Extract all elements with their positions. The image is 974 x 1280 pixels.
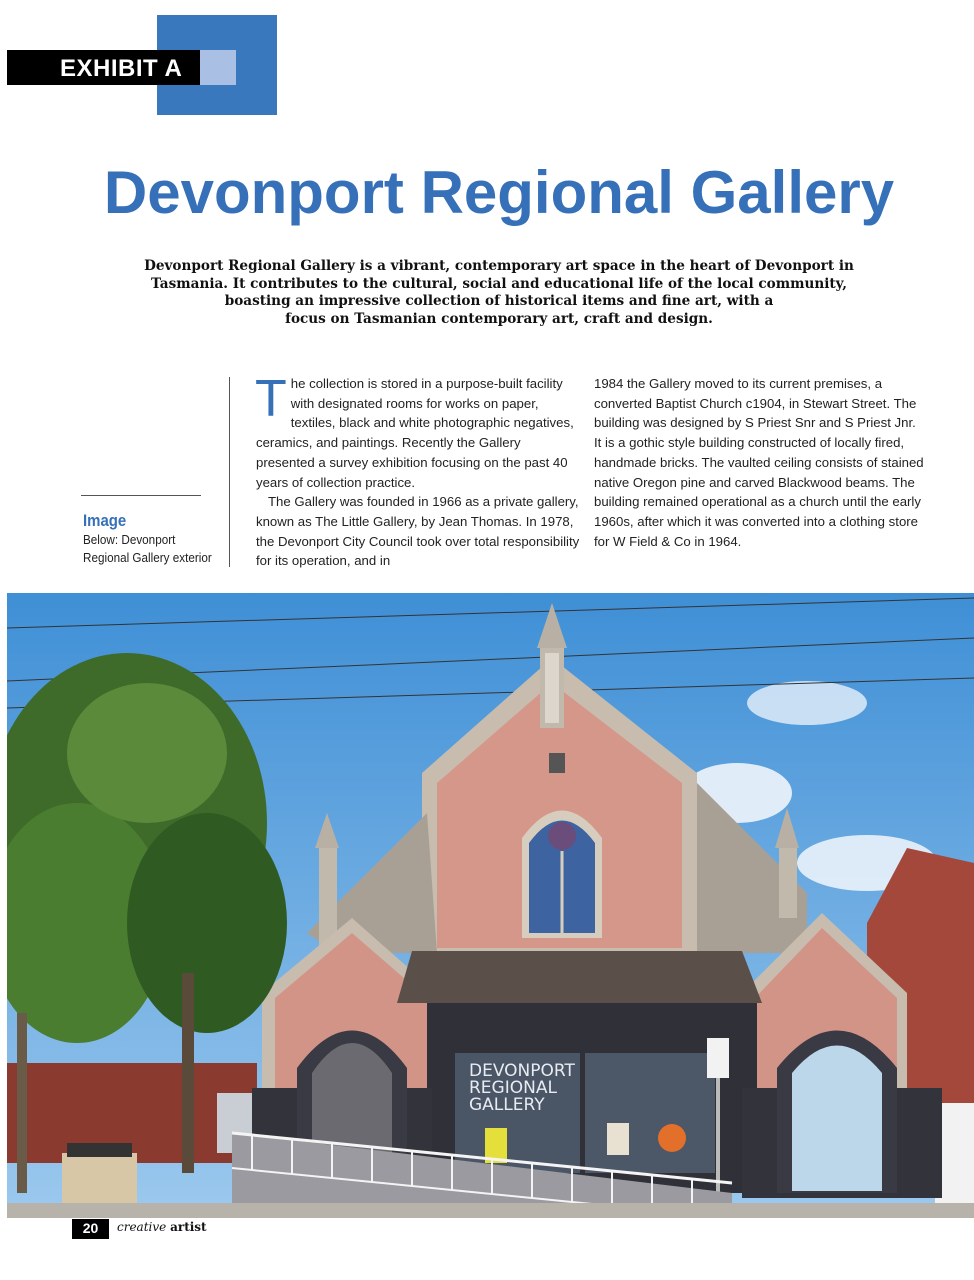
column-divider	[229, 377, 230, 567]
dropcap: T	[255, 370, 287, 428]
magazine-name-bold: artist	[170, 1220, 207, 1234]
body-column-1	[255, 370, 581, 571]
page-title: Devonport Regional Gallery	[103, 159, 895, 226]
intro-line: focus on Tasmanian contemporary art, craft and design.	[285, 310, 713, 327]
caption-heading: Image	[83, 511, 127, 530]
intro-line: Tasmania. It contributes to the cultural, social and educational life of the local community,	[150, 275, 848, 292]
page-number: 20	[82, 1220, 99, 1236]
magazine-name	[117, 1220, 207, 1234]
sign-line-2: REGIONAL	[469, 1078, 557, 1098]
body-paragraph-1-text: he collection is stored in a purpose-built facility with designated rooms for works on paper, textiles, black and white photographic negatives, ceramics, and paintings. Recently the Gallery presented a survey exhibition focusing on the past 40 years of collection practice.	[256, 376, 574, 490]
caption-text: Below: Devonport Regional Gallery exterior	[83, 532, 212, 565]
intro-paragraph	[95, 258, 903, 328]
gallery-exterior-photo	[7, 593, 974, 1218]
intro-line: boasting an impressive collection of historical items and fine art, with a	[224, 293, 774, 309]
header-light-square	[200, 50, 236, 85]
caption-rule	[81, 495, 201, 496]
sign-line-3: GALLERY	[469, 1095, 545, 1115]
intro-line: Devonport Regional Gallery is a vibrant, contemporary art space in the heart of Devonport in	[144, 258, 854, 274]
body-paragraph-2: The Gallery was founded in 1966 as a private gallery, known as The Little Gallery, by Jean Thomas. In 1978, the Devonport City Council took over total responsibility for its operation, and in	[256, 494, 580, 569]
sign-line-1: DEVONPORT	[469, 1061, 575, 1081]
body-paragraph-1	[255, 370, 581, 492]
body-column-2	[594, 374, 924, 551]
magazine-name-italic: creative	[117, 1220, 167, 1234]
body-paragraph-3: 1984 the Gallery moved to its current premises, a converted Baptist Church c1904, in Stewart Street. The building was designed by S Priest Snr and S Priest Jnr. It is a gothic style building constructed of locally fired, handmade bricks. The vaulted ceiling consists of stained native Oregon pine and carved Blackwood beams. The building remained operational as a church until the early 1960s, after which it was converted into a clothing store for W Field & Co in 1964.	[594, 376, 924, 549]
exhibit-label: EXHIBIT A	[60, 55, 183, 82]
